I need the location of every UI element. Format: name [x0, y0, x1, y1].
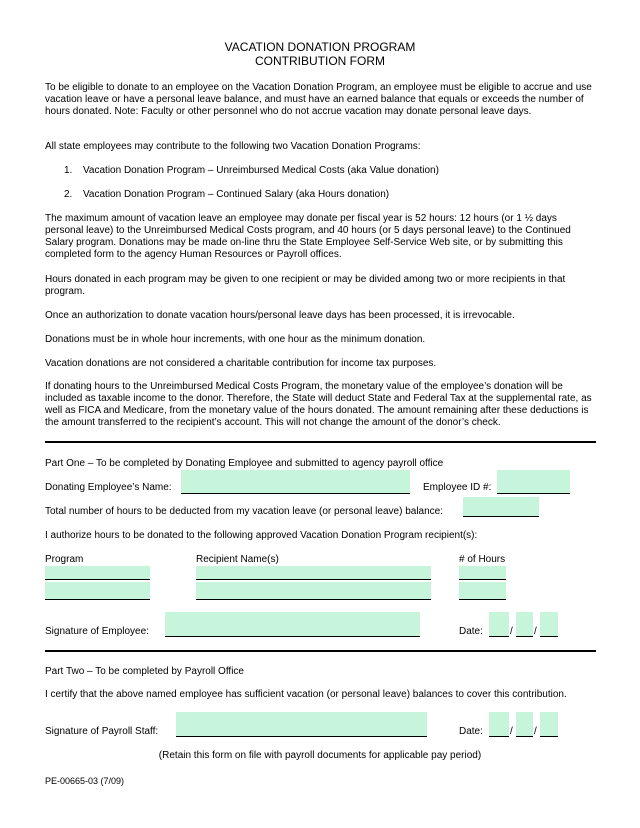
program-column-header: Program	[45, 554, 84, 565]
employee-date-day-underline	[516, 636, 533, 637]
recipient-column-header: Recipient Name(s)	[196, 554, 279, 565]
employee-date-slash-2: /	[534, 626, 537, 637]
eligibility-paragraph: To be eligible to donate to an employee on the Vacation Donation Program, an employee must be eligible to accrue and use vacation leave or have a personal leave balance, and must have an earned balance that equals or exceeds the number of hours donated. Note: Faculty or other personnel who do not accrue vacation may donate personal leave days.	[45, 82, 592, 117]
payroll-signature-underline	[176, 736, 427, 737]
donor-name-underline	[181, 493, 410, 494]
section-divider-2	[45, 650, 596, 652]
program-number-1: 1.	[64, 165, 73, 176]
employee-date-year-underline	[540, 636, 558, 637]
total-hours-field[interactable]	[463, 497, 539, 517]
payroll-date-day-field[interactable]	[516, 712, 533, 737]
certify-text: I certify that the above named employee has sufficient vacation (or personal leave) balances to cover this contribution.	[45, 689, 567, 700]
retain-note: (Retain this form on file with payroll documents for applicable pay period)	[158, 750, 482, 761]
irrevocable-paragraph: Once an authorization to donate vacation hours/personal leave days has been processed, it is irrevocable.	[45, 310, 515, 321]
not-charitable-paragraph: Vacation donations are not considered a charitable contribution for income tax purposes.	[45, 358, 437, 369]
payroll-date-month-underline	[489, 736, 509, 737]
hours-column-header: # of Hours	[459, 554, 506, 565]
employee-id-field[interactable]	[497, 470, 570, 494]
hours-underline-1	[459, 579, 506, 580]
employee-id-underline	[497, 493, 570, 494]
employee-signature-field[interactable]	[165, 612, 420, 637]
employee-date-day-field[interactable]	[516, 612, 533, 637]
employee-signature-label: Signature of Employee:	[45, 626, 149, 637]
employee-date-slash-1: /	[510, 626, 513, 637]
recipient-field-2[interactable]	[196, 582, 431, 600]
payroll-date-slash-1: /	[510, 726, 513, 737]
recipient-underline-1	[196, 579, 431, 580]
program-item-2: Vacation Donation Program – Continued Salary (aka Hours donation)	[83, 189, 390, 200]
payroll-date-year-field[interactable]	[540, 712, 558, 737]
form-title-line2: CONTRIBUTION FORM	[255, 54, 385, 68]
part-one-heading: Part One – To be completed by Donating Employee and submitted to agency payroll office	[45, 458, 444, 469]
part-two-heading: Part Two – To be completed by Payroll Office	[45, 666, 244, 677]
program-field-1[interactable]	[45, 566, 150, 580]
taxable-paragraph: If donating hours to the Unreimbursed Medical Costs Program, the monetary value of the employee’s donation will be included as taxable income to the donor. Therefore, the State will deduct State and Federal Tax at the supplemental rate, as well as FICA and Medicare, from the monetary value of the hours donated. The amount remaining after these deductions is the amount transferred to the recipient’s account. This will not change the amount of the donor’s check.	[45, 381, 592, 428]
recipient-field-1[interactable]	[196, 566, 431, 580]
payroll-date-day-underline	[516, 736, 533, 737]
program-number-2: 2.	[64, 189, 73, 200]
hours-field-2[interactable]	[459, 582, 506, 600]
employee-date-month-underline	[489, 636, 509, 637]
program-underline-1	[45, 579, 150, 580]
hours-field-1[interactable]	[459, 566, 506, 580]
total-hours-underline	[463, 516, 539, 517]
employee-signature-underline	[165, 636, 420, 637]
program-item-1: Vacation Donation Program – Unreimbursed Medical Costs (aka Value donation)	[83, 165, 439, 176]
payroll-signature-field[interactable]	[176, 712, 427, 737]
program-field-2[interactable]	[45, 582, 150, 600]
employee-id-label: Employee ID #:	[423, 482, 492, 493]
employee-date-label: Date:	[459, 626, 483, 637]
whole-hours-paragraph: Donations must be in whole hour increments, with one hour as the minimum donation.	[45, 334, 426, 345]
donor-name-field[interactable]	[181, 470, 410, 494]
authorize-text: I authorize hours to be donated to the following approved Vacation Donation Program recipient(s):	[45, 530, 478, 541]
payroll-signature-label: Signature of Payroll Staff:	[45, 726, 159, 737]
hours-underline-2	[459, 599, 506, 600]
employee-date-month-field[interactable]	[489, 612, 509, 637]
payroll-date-month-field[interactable]	[489, 712, 509, 737]
payroll-date-slash-2: /	[534, 726, 537, 737]
total-hours-label: Total number of hours to be deducted from my vacation leave (or personal leave) balance:	[45, 506, 443, 517]
section-divider-1	[45, 441, 596, 443]
donor-name-label: Donating Employee’s Name:	[45, 482, 172, 493]
payroll-date-year-underline	[540, 736, 558, 737]
payroll-date-label: Date:	[459, 726, 483, 737]
employee-date-year-field[interactable]	[540, 612, 558, 637]
hours-given-paragraph: Hours donated in each program may be given to one recipient or may be divided among two or more recipients in that program.	[45, 274, 566, 297]
all-state-paragraph: All state employees may contribute to the following two Vacation Donation Programs:	[45, 141, 421, 152]
form-number: PE-00665-03 (7/09)	[45, 776, 125, 786]
recipient-underline-2	[196, 599, 431, 600]
maximum-paragraph: The maximum amount of vacation leave an employee may donate per fiscal year is 52 hours: 12 hours (or 1 ½ days personal leave) to the Unreimbursed Medical Costs program, and 40 hours (or 5 days personal leave) to the Continued Salary program. Donations may be made on-line thru the State Employee Self-Service Web site, or by submitting this completed form to the agency Human Resources or Payroll offices.	[45, 213, 571, 260]
program-underline-2	[45, 599, 150, 600]
form-title-line1: VACATION DONATION PROGRAM	[224, 40, 416, 54]
